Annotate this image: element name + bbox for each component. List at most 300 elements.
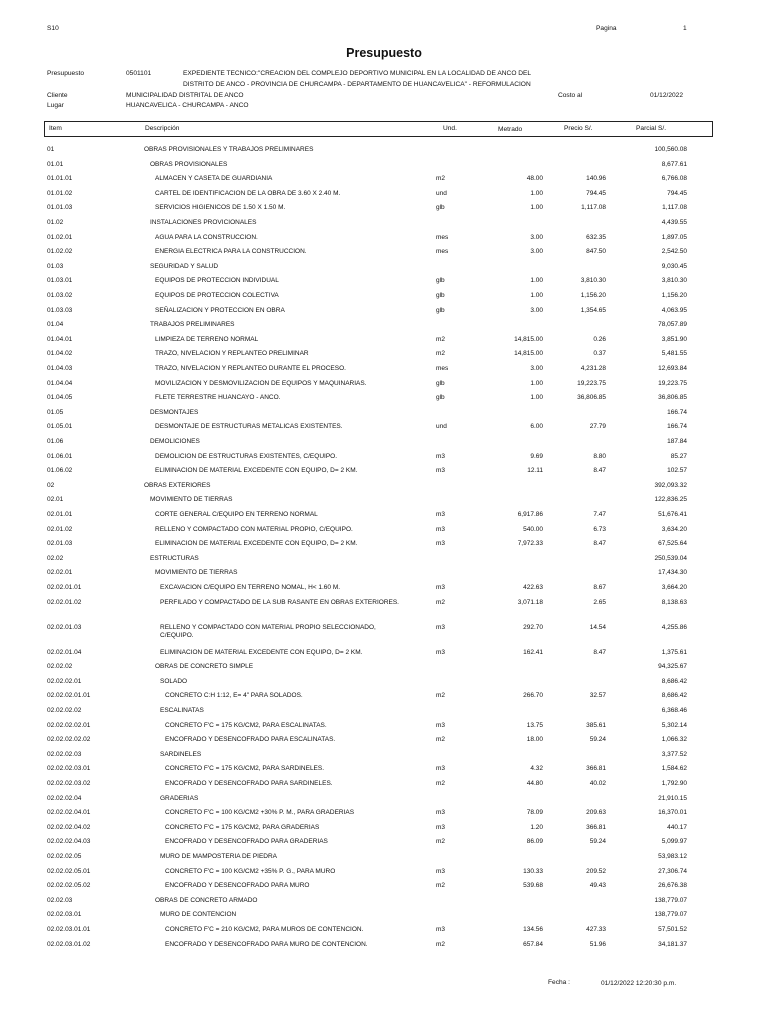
row-precio: 27.79 bbox=[589, 423, 606, 431]
row-precio: 59.24 bbox=[589, 838, 606, 846]
row-unit: m2 bbox=[436, 940, 446, 948]
row-description: ALMACEN Y CASETA DE GUARDIANIA bbox=[155, 175, 273, 183]
row-item-code: 01.02.01 bbox=[47, 233, 73, 241]
row-item-code: 02.02.02.03.01 bbox=[47, 765, 91, 773]
table-row bbox=[0, 599, 768, 613]
row-metrado: 4.32 bbox=[530, 765, 543, 773]
row-description: MURO DE MAMPOSTERIA DE PIEDRA bbox=[160, 853, 278, 860]
row-item-code: 02.02.02.05.02 bbox=[47, 882, 91, 890]
table-row bbox=[0, 307, 768, 321]
row-description: OBRAS DE CONCRETO ARMADO bbox=[155, 896, 258, 904]
row-precio: 385.61 bbox=[586, 721, 606, 729]
row-description: CARTEL DE IDENTIFICACION DE LA OBRA DE 3.60 X 2.40 M. bbox=[155, 189, 341, 197]
row-precio: 0.37 bbox=[593, 350, 606, 358]
row-unit: mes bbox=[436, 233, 449, 241]
col-parcial: Parcial S/. bbox=[636, 125, 667, 132]
col-item: Item bbox=[49, 125, 62, 132]
row-description: LIMPIEZA DE TERRENO NORMAL bbox=[155, 335, 259, 343]
row-unit: m2 bbox=[436, 692, 446, 700]
row-unit: m2 bbox=[436, 350, 446, 358]
costo-label: Costo al bbox=[558, 92, 583, 99]
row-description: MOVIMIENTO DE TIERRAS bbox=[150, 496, 233, 504]
row-parcial: 8,677.61 bbox=[661, 160, 687, 168]
row-description: ELIMINACION DE MATERIAL EXCEDENTE CON EQUIPO, D= 2 KM. bbox=[155, 467, 358, 475]
row-unit: m2 bbox=[436, 335, 446, 343]
row-unit: glb bbox=[436, 306, 445, 314]
row-description: CONCRETO F'C = 175 KG/CM2, PARA SARDINELES. bbox=[165, 765, 325, 773]
row-item-code: 02.02.03.01.01 bbox=[47, 926, 91, 933]
row-precio: 49.43 bbox=[589, 882, 606, 890]
row-item-code: 02.02.02.05 bbox=[47, 853, 82, 860]
row-parcial: 1,792.90 bbox=[661, 780, 687, 787]
table-row bbox=[0, 795, 768, 809]
row-parcial: 5,302.14 bbox=[661, 721, 687, 729]
row-precio: 36,806.85 bbox=[577, 394, 606, 402]
row-parcial: 8,686.42 bbox=[661, 692, 687, 700]
row-description: PERFILADO Y COMPACTADO DE LA SUB RASANTE EN OBRAS EXTERIORES. bbox=[160, 598, 399, 606]
row-metrado: 3,071.18 bbox=[517, 598, 543, 606]
row-precio: 51.96 bbox=[589, 940, 606, 948]
row-metrado: 14,815.00 bbox=[514, 350, 543, 358]
row-metrado: 48.00 bbox=[526, 175, 543, 183]
row-parcial: 6,368.46 bbox=[661, 707, 687, 714]
table-row bbox=[0, 467, 768, 481]
row-metrado: 86.09 bbox=[526, 838, 543, 846]
row-parcial: 794.45 bbox=[667, 189, 687, 197]
row-precio: 32.57 bbox=[589, 692, 606, 700]
row-parcial: 166.74 bbox=[667, 423, 687, 431]
row-item-code: 01.04.03 bbox=[47, 365, 73, 372]
row-item-code: 02.02.01.02 bbox=[47, 598, 82, 606]
row-metrado: 1.00 bbox=[530, 379, 543, 387]
row-unit: m3 bbox=[436, 467, 446, 475]
row-item-code: 02.02.02.02.01 bbox=[47, 721, 91, 729]
row-precio: 7.47 bbox=[593, 511, 606, 518]
row-parcial: 12,693.84 bbox=[658, 365, 687, 372]
row-parcial: 6,766.08 bbox=[661, 175, 687, 183]
row-item-code: 02.02.01.01 bbox=[47, 584, 82, 591]
row-metrado: 3.00 bbox=[530, 248, 543, 256]
row-item-code: 02.02.02.04.02 bbox=[47, 823, 91, 831]
row-unit: glb bbox=[436, 394, 445, 402]
row-parcial: 4,439.55 bbox=[661, 219, 687, 226]
row-unit: m3 bbox=[436, 648, 446, 656]
table-row bbox=[0, 321, 768, 335]
row-unit: m3 bbox=[436, 809, 446, 817]
row-item-code: 02.01.03 bbox=[47, 540, 73, 548]
row-description: ESCALINATAS bbox=[160, 707, 204, 714]
row-item-code: 01.01.02 bbox=[47, 189, 73, 197]
table-row bbox=[0, 868, 768, 882]
row-description: DESMONTAJE DE ESTRUCTURAS METALICAS EXISTENTES. bbox=[155, 423, 343, 431]
row-metrado: 18.00 bbox=[526, 736, 543, 744]
row-metrado: 13.75 bbox=[526, 721, 543, 729]
row-metrado: 1.00 bbox=[530, 394, 543, 402]
row-unit: glb bbox=[436, 379, 445, 387]
row-parcial: 102.57 bbox=[667, 467, 687, 475]
row-item-code: 01.01 bbox=[47, 160, 64, 168]
table-row bbox=[0, 853, 768, 867]
row-unit: m3 bbox=[436, 511, 446, 518]
table-row bbox=[0, 190, 768, 204]
row-description: OBRAS PROVISIONALES bbox=[150, 160, 228, 168]
cliente-label: Cliente bbox=[47, 92, 68, 99]
table-row bbox=[0, 838, 768, 852]
table-row bbox=[0, 678, 768, 692]
row-item-code: 01.06 bbox=[47, 438, 64, 445]
row-parcial: 36,806.85 bbox=[658, 394, 687, 402]
table-row bbox=[0, 911, 768, 925]
table-row bbox=[0, 146, 768, 160]
row-precio: 1,117.08 bbox=[581, 204, 606, 212]
row-metrado: 6.00 bbox=[530, 423, 543, 431]
row-item-code: 01.03.01 bbox=[47, 277, 73, 285]
row-precio: 366.81 bbox=[586, 765, 606, 773]
row-precio: 366.81 bbox=[586, 823, 606, 831]
row-item-code: 01.06.02 bbox=[47, 467, 73, 475]
row-precio: 19,223.75 bbox=[577, 379, 606, 387]
row-metrado: 78.09 bbox=[526, 809, 543, 817]
table-row bbox=[0, 248, 768, 262]
row-parcial: 1,584.62 bbox=[661, 765, 687, 773]
table-row bbox=[0, 707, 768, 721]
row-parcial: 67,525.64 bbox=[658, 540, 687, 548]
table-row bbox=[0, 394, 768, 408]
lugar-label: Lugar bbox=[47, 102, 64, 109]
row-item-code: 01.01.03 bbox=[47, 204, 73, 212]
row-item-code: 01.04 bbox=[47, 321, 64, 329]
row-unit: m3 bbox=[436, 540, 446, 548]
row-precio: 8.47 bbox=[593, 467, 606, 475]
table-row bbox=[0, 350, 768, 364]
table-row bbox=[0, 555, 768, 569]
row-description: SEGURIDAD Y SALUD bbox=[150, 262, 219, 270]
row-description: EQUIPOS DE PROTECCION INDIVIDUAL bbox=[155, 277, 279, 285]
row-unit: mes bbox=[436, 248, 449, 256]
table-row bbox=[0, 438, 768, 452]
row-unit: mes bbox=[436, 365, 449, 372]
row-parcial: 5,099.97 bbox=[661, 838, 687, 846]
row-description: SOLADO bbox=[160, 677, 188, 685]
row-item-code: 02.02 bbox=[47, 554, 64, 562]
table-row bbox=[0, 941, 768, 955]
row-precio: 0.26 bbox=[593, 335, 606, 343]
col-und: Und. bbox=[443, 125, 457, 132]
row-item-code: 02.02.03.01 bbox=[47, 911, 82, 919]
row-item-code: 01.03 bbox=[47, 262, 64, 270]
row-item-code: 02.02.02.02.02 bbox=[47, 736, 91, 744]
row-precio: 1,156.20 bbox=[580, 292, 606, 299]
row-metrado: 12.11 bbox=[527, 467, 543, 475]
table-row bbox=[0, 219, 768, 233]
row-unit: m2 bbox=[436, 882, 446, 890]
row-unit: m3 bbox=[436, 765, 446, 773]
table-row bbox=[0, 511, 768, 525]
row-description: MURO DE CONTENCION bbox=[160, 911, 237, 919]
row-description: RELLENO Y COMPACTADO CON MATERIAL PROPIO SELECCIONADO, C/EQUIPO. bbox=[160, 623, 376, 639]
row-item-code: 02.02.03 bbox=[47, 896, 73, 904]
row-description: ENCOFRADO Y DESENCOFRADO PARA MURO bbox=[165, 882, 310, 890]
table-row bbox=[0, 482, 768, 496]
table-row bbox=[0, 277, 768, 291]
table-row bbox=[0, 540, 768, 554]
row-parcial: 138,779.07 bbox=[654, 911, 687, 919]
table-row bbox=[0, 453, 768, 467]
table-row bbox=[0, 263, 768, 277]
table-row bbox=[0, 926, 768, 940]
table-row bbox=[0, 292, 768, 306]
table-row bbox=[0, 824, 768, 838]
table-row bbox=[0, 780, 768, 794]
row-description: INSTALACIONES PROVICIONALES bbox=[150, 219, 257, 226]
page-number: 1 bbox=[683, 25, 687, 32]
table-row bbox=[0, 204, 768, 218]
row-description: CONCRETO F'C = 175 KG/CM2, PARA GRADERIAS bbox=[165, 823, 320, 831]
row-description: DEMOLICION DE ESTRUCTURAS EXISTENTES, C/EQUIPO. bbox=[155, 452, 338, 460]
row-item-code: 01.01.01 bbox=[47, 175, 73, 183]
row-description: ENCOFRADO Y DESENCOFRADO PARA GRADERIAS bbox=[165, 838, 328, 846]
row-precio: 2.65 bbox=[593, 598, 606, 606]
row-parcial: 250,539.04 bbox=[654, 554, 687, 562]
table-row bbox=[0, 649, 768, 663]
row-description: MOVIMIENTO DE TIERRAS bbox=[155, 569, 238, 577]
row-precio: 3,810.30 bbox=[580, 277, 606, 285]
table-row bbox=[0, 496, 768, 510]
row-parcial: 17,434.30 bbox=[658, 569, 687, 577]
row-parcial: 1,375.61 bbox=[661, 648, 687, 656]
row-item-code: 01 bbox=[47, 146, 55, 153]
row-precio: 8.80 bbox=[593, 452, 606, 460]
row-parcial: 3,377.52 bbox=[661, 750, 687, 758]
row-precio: 1,354.65 bbox=[580, 306, 606, 314]
row-parcial: 94,325.67 bbox=[658, 663, 687, 671]
row-unit: m2 bbox=[436, 598, 446, 606]
row-parcial: 4,063.95 bbox=[661, 306, 687, 314]
row-item-code: 01.04.01 bbox=[47, 335, 73, 343]
row-parcial: 16,370.01 bbox=[658, 809, 687, 817]
row-parcial: 3,851.90 bbox=[661, 335, 687, 343]
row-precio: 14.54 bbox=[589, 623, 606, 631]
row-precio: 847.50 bbox=[586, 248, 606, 256]
row-description: SERVICIOS HIGIENICOS DE 1.50 X 1.50 M. bbox=[155, 204, 286, 212]
row-parcial: 27,306.74 bbox=[658, 867, 687, 875]
row-description: TRABAJOS PRELIMINARES bbox=[150, 321, 235, 329]
row-description: DEMOLICIONES bbox=[150, 438, 200, 445]
row-unit: m3 bbox=[436, 823, 446, 831]
row-parcial: 392,093.32 bbox=[654, 481, 687, 489]
row-item-code: 02.01.01 bbox=[47, 511, 73, 518]
row-description: ENCOFRADO Y DESENCOFRADO PARA SARDINELES. bbox=[165, 780, 333, 787]
row-description: CONCRETO F'C = 210 KG/CM2, PARA MUROS DE CONTENCION. bbox=[165, 926, 364, 933]
project-title-line1: EXPEDIENTE TECNICO:"CREACION DEL COMPLEJO DEPORTIVO MUNICIPAL EN LA LOCALIDAD DE ANCO DEL bbox=[183, 70, 532, 77]
row-description: SARDINELES bbox=[160, 750, 202, 758]
row-item-code: 02.02.01.04 bbox=[47, 648, 82, 656]
row-unit: und bbox=[436, 423, 447, 431]
page-label: Pagina bbox=[596, 25, 617, 32]
row-unit: m3 bbox=[436, 452, 446, 460]
fecha-label: Fecha : bbox=[548, 979, 570, 986]
cliente-value: MUNICIPALIDAD DISTRITAL DE ANCO bbox=[126, 92, 244, 99]
row-parcial: 1,066.32 bbox=[661, 736, 687, 744]
row-precio: 794.45 bbox=[586, 189, 606, 197]
row-metrado: 540.00 bbox=[523, 525, 543, 533]
row-item-code: 01.02.02 bbox=[47, 248, 73, 256]
row-parcial: 8,686.42 bbox=[661, 677, 687, 685]
row-description: CONCRETO F'C = 175 KG/CM2, PARA ESCALINATAS. bbox=[165, 721, 327, 729]
row-precio: 59.24 bbox=[589, 736, 606, 744]
row-unit: m3 bbox=[436, 584, 446, 591]
row-description: RELLENO Y COMPACTADO CON MATERIAL PROPIO, C/EQUIPO. bbox=[155, 525, 353, 533]
software-tag: S10 bbox=[47, 25, 59, 32]
row-description: ELIMINACION DE MATERIAL EXCEDENTE CON EQUIPO, D= 2 KM. bbox=[160, 648, 363, 656]
row-precio: 632.35 bbox=[586, 233, 606, 241]
row-item-code: 02.02.02.01.01 bbox=[47, 692, 91, 700]
table-row bbox=[0, 380, 768, 394]
row-description: DESMONTAJES bbox=[150, 408, 199, 416]
row-metrado: 6,917.86 bbox=[517, 511, 543, 518]
row-parcial: 26,676.38 bbox=[658, 882, 687, 890]
table-row bbox=[0, 423, 768, 437]
row-precio: 140.96 bbox=[586, 175, 606, 183]
row-parcial: 57,501.52 bbox=[658, 926, 687, 933]
row-description: ENERGIA ELECTRICA PARA LA CONSTRUCCION. bbox=[155, 248, 307, 256]
row-description: EQUIPOS DE PROTECCION COLECTIVA bbox=[155, 292, 279, 299]
row-item-code: 02.02.01 bbox=[47, 569, 73, 577]
row-unit: m3 bbox=[436, 926, 446, 933]
lugar-value: HUANCAVELICA - CHURCAMPA - ANCO bbox=[126, 102, 249, 109]
row-description: SEÑALIZACION Y PROTECCION EN OBRA bbox=[155, 306, 285, 314]
table-row bbox=[0, 692, 768, 706]
col-metrado: Metrado bbox=[498, 126, 523, 133]
row-metrado: 1.00 bbox=[530, 204, 543, 212]
row-parcial: 4,255.86 bbox=[661, 623, 687, 631]
row-parcial: 440.17 bbox=[667, 823, 687, 831]
row-item-code: 01.04.04 bbox=[47, 379, 73, 387]
row-unit: m3 bbox=[436, 721, 446, 729]
row-description: CORTE GENERAL C/EQUIPO EN TERRENO NORMAL bbox=[155, 511, 318, 518]
row-metrado: 7,972.33 bbox=[517, 540, 543, 548]
row-item-code: 01.04.02 bbox=[47, 350, 73, 358]
row-item-code: 02.01 bbox=[47, 496, 64, 504]
row-description: ENCOFRADO Y DESENCOFRADO PARA MURO DE CONTENCION. bbox=[165, 940, 368, 948]
row-precio: 8.47 bbox=[593, 648, 606, 656]
row-description: FLETE TERRESTRE HUANCAYO - ANCO. bbox=[155, 394, 281, 402]
row-parcial: 166.74 bbox=[667, 408, 687, 416]
row-description: ESTRUCTURAS bbox=[150, 554, 199, 562]
row-item-code: 01.03.02 bbox=[47, 292, 73, 299]
row-metrado: 1.00 bbox=[530, 277, 543, 285]
row-unit: m2 bbox=[436, 780, 446, 787]
row-unit: glb bbox=[436, 277, 445, 285]
row-description: OBRAS EXTERIORES bbox=[144, 481, 211, 489]
row-metrado: 162.41 bbox=[523, 648, 543, 656]
row-item-code: 01.05 bbox=[47, 408, 64, 416]
row-parcial: 3,664.20 bbox=[661, 584, 687, 591]
row-item-code: 01.05.01 bbox=[47, 423, 73, 431]
row-precio: 4,231.28 bbox=[580, 365, 606, 372]
row-metrado: 657.84 bbox=[523, 940, 543, 948]
row-metrado: 1.20 bbox=[530, 823, 543, 831]
row-precio: 209.52 bbox=[586, 867, 606, 875]
row-unit: glb bbox=[436, 204, 445, 212]
row-item-code: 02 bbox=[47, 481, 55, 489]
row-item-code: 02.02.02.05.01 bbox=[47, 867, 91, 875]
row-item-code: 02.02.02 bbox=[47, 663, 73, 671]
row-parcial: 5,481.55 bbox=[661, 350, 687, 358]
row-description: OBRAS PROVISIONALES Y TRABAJOS PRELIMINARES bbox=[144, 146, 314, 153]
table-row bbox=[0, 234, 768, 248]
row-metrado: 3.00 bbox=[530, 365, 543, 372]
row-unit: m2 bbox=[436, 838, 446, 846]
table-row bbox=[0, 161, 768, 175]
row-parcial: 3,810.30 bbox=[661, 277, 687, 285]
row-parcial: 2,542.50 bbox=[661, 248, 687, 256]
table-row bbox=[0, 736, 768, 750]
row-unit: m3 bbox=[436, 867, 446, 875]
row-description: CONCRETO F'C = 100 KG/CM2 +35% P. G., PARA MURO bbox=[165, 867, 336, 875]
table-row bbox=[0, 751, 768, 765]
row-precio: 427.33 bbox=[586, 926, 606, 933]
row-metrado: 3.00 bbox=[530, 233, 543, 241]
row-parcial: 19,223.75 bbox=[658, 379, 687, 387]
table-row bbox=[0, 584, 768, 598]
row-metrado: 130.33 bbox=[523, 867, 543, 875]
row-precio: 40.02 bbox=[589, 780, 606, 787]
row-item-code: 02.02.02.04 bbox=[47, 794, 82, 802]
row-item-code: 02.02.02.03 bbox=[47, 750, 82, 758]
row-parcial: 187.84 bbox=[667, 438, 687, 445]
row-description: AGUA PARA LA CONSTRUCCION. bbox=[155, 233, 258, 241]
costo-date: 01/12/2022 bbox=[650, 92, 684, 99]
row-unit: m3 bbox=[436, 525, 446, 533]
row-description: ENCOFRADO Y DESENCOFRADO PARA ESCALINATAS. bbox=[165, 736, 336, 744]
row-description: CONCRETO C:H 1:12, E= 4" PARA SOLADOS. bbox=[165, 692, 303, 700]
row-item-code: 01.02 bbox=[47, 219, 64, 226]
row-parcial: 21,910.15 bbox=[658, 794, 687, 802]
row-parcial: 53,983.12 bbox=[658, 853, 687, 860]
row-metrado: 44.80 bbox=[526, 780, 543, 787]
row-metrado: 3.00 bbox=[530, 306, 543, 314]
row-metrado: 292.70 bbox=[523, 623, 543, 631]
row-item-code: 02.02.01.03 bbox=[47, 623, 82, 631]
table-row bbox=[0, 526, 768, 540]
row-parcial: 122,836.25 bbox=[654, 496, 687, 504]
table-row bbox=[0, 365, 768, 379]
row-precio: 8.47 bbox=[593, 540, 606, 548]
row-item-code: 01.04.05 bbox=[47, 394, 73, 402]
project-title-line2: DISTRITO DE ANCO - PROVINCIA DE CHURCAMPA - DEPARTAMENTO DE HUANCAVELICA" - REFORMULACION bbox=[183, 81, 531, 88]
fecha-value: 01/12/2022 12:20:30 p.m. bbox=[601, 980, 677, 987]
row-item-code: 02.02.03.01.02 bbox=[47, 940, 91, 948]
row-precio: 6.73 bbox=[593, 525, 606, 533]
table-row bbox=[0, 409, 768, 423]
row-item-code: 02.02.02.03.02 bbox=[47, 780, 91, 787]
row-metrado: 14,815.00 bbox=[514, 335, 543, 343]
row-metrado: 422.63 bbox=[523, 584, 543, 591]
row-metrado: 266.70 bbox=[523, 692, 543, 700]
table-row bbox=[0, 624, 768, 638]
row-item-code: 02.02.02.04.01 bbox=[47, 809, 91, 817]
row-unit: m2 bbox=[436, 175, 446, 183]
row-metrado: 1.00 bbox=[530, 292, 543, 299]
row-parcial: 85.27 bbox=[670, 452, 687, 460]
document-title: Presupuesto bbox=[346, 46, 422, 60]
table-row bbox=[0, 663, 768, 677]
row-parcial: 100,560.08 bbox=[654, 146, 687, 153]
row-description: GRADERIAS bbox=[160, 794, 199, 802]
row-parcial: 34,181.37 bbox=[658, 940, 687, 948]
row-metrado: 9.69 bbox=[530, 452, 543, 460]
